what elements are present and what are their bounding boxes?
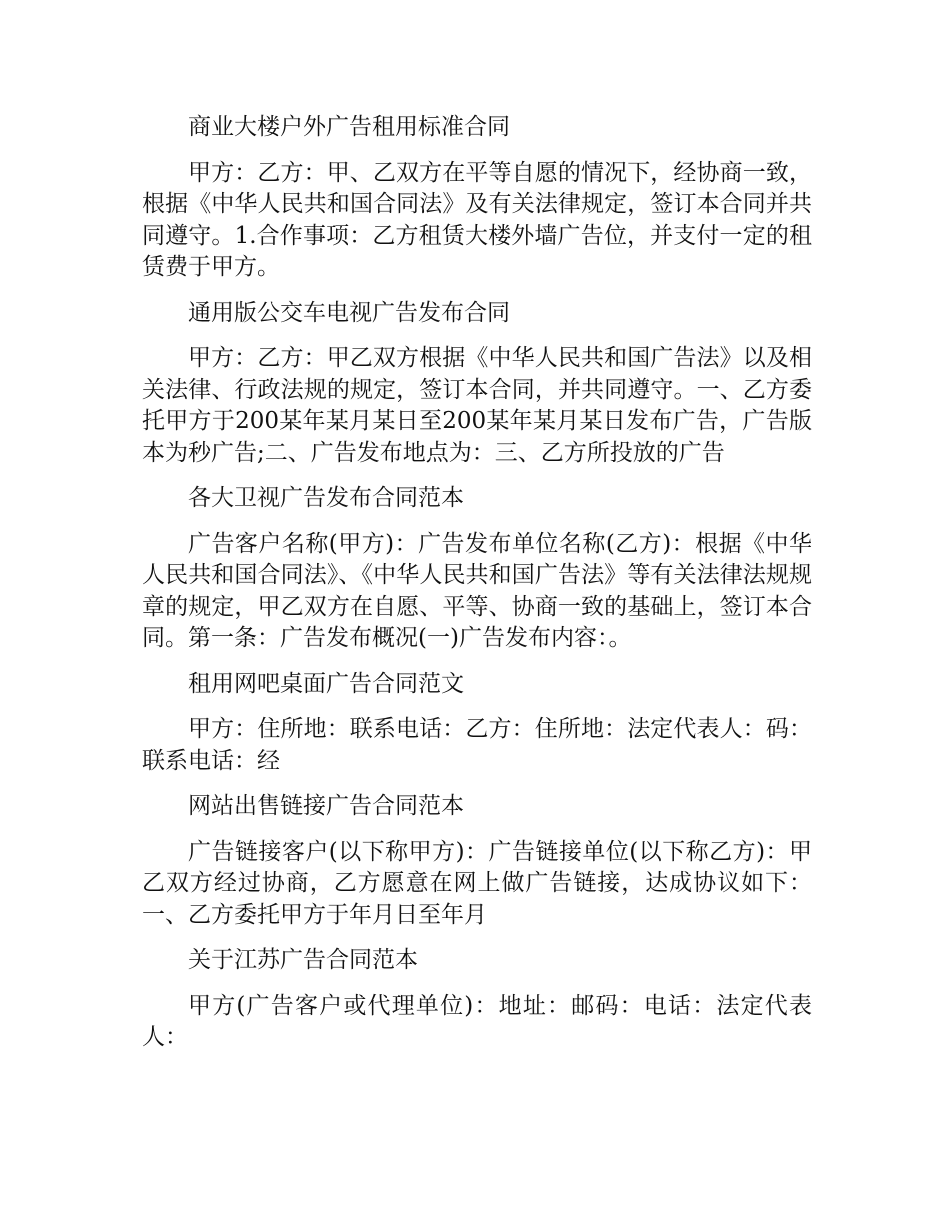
- section-1: [142, 112, 812, 284]
- section-2: [142, 298, 812, 470]
- section-body: 甲方：住所地：联系电话：乙方：住所地：法定代表人：码：联系电话：经: [142, 716, 812, 774]
- section-title: 通用版公交车电视广告发布合同: [188, 299, 510, 326]
- section-4: [142, 669, 812, 778]
- section-title: 网站出售链接广告合同范本: [188, 793, 464, 819]
- section-body: 甲方(广告客户或代理单位)：地址：邮码：电话：法定代表人：: [142, 992, 812, 1050]
- section-body: 甲方：乙方：甲、乙双方在平等自愿的情况下，经协商一致，根据《中华人民共和国合同法》及有关法律规定，签订本合同并共同遵守。1.合作事项：乙方租赁大楼外墙广告位，并支付一定的租赁费于甲方。: [142, 159, 812, 280]
- section-5: [142, 791, 812, 931]
- section-body: 甲方：乙方：甲乙双方根据《中华人民共和国广告法》以及相关法律、行政法规的规定，签订本合同，并共同遵守。一、乙方委托甲方于200某年某月某日至200某年某月某日发布广告，广告版本为秒广告;二、广告发布地点为：三、乙方所投放的广告: [142, 345, 812, 466]
- section-title: 商业大楼户外广告租用标准合同: [188, 114, 510, 140]
- section-title: 各大卫视广告发布合同范本: [188, 485, 464, 511]
- document-page: [142, 112, 812, 1068]
- section-6: [142, 945, 812, 1054]
- section-title: 关于江苏广告合同范本: [188, 947, 418, 973]
- section-body: 广告客户名称(甲方)：广告发布单位名称(乙方)：根据《中华人民共和国合同法》、《中华人民共和国广告法》等有关法律法规规章的规定，甲乙双方在自愿、平等、协商一致的基础上，签订本合同。第一条：广告发布概况(一)广告发布内容：。: [142, 530, 812, 651]
- section-title: 租用网吧桌面广告合同范文: [188, 670, 464, 697]
- section-3: [142, 483, 812, 655]
- section-body: 广告链接客户(以下称甲方)：广告链接单位(以下称乙方)：甲乙双方经过协商，乙方愿意在网上做广告链接，达成协议如下：一、乙方委托甲方于年月日至年月: [142, 838, 812, 928]
